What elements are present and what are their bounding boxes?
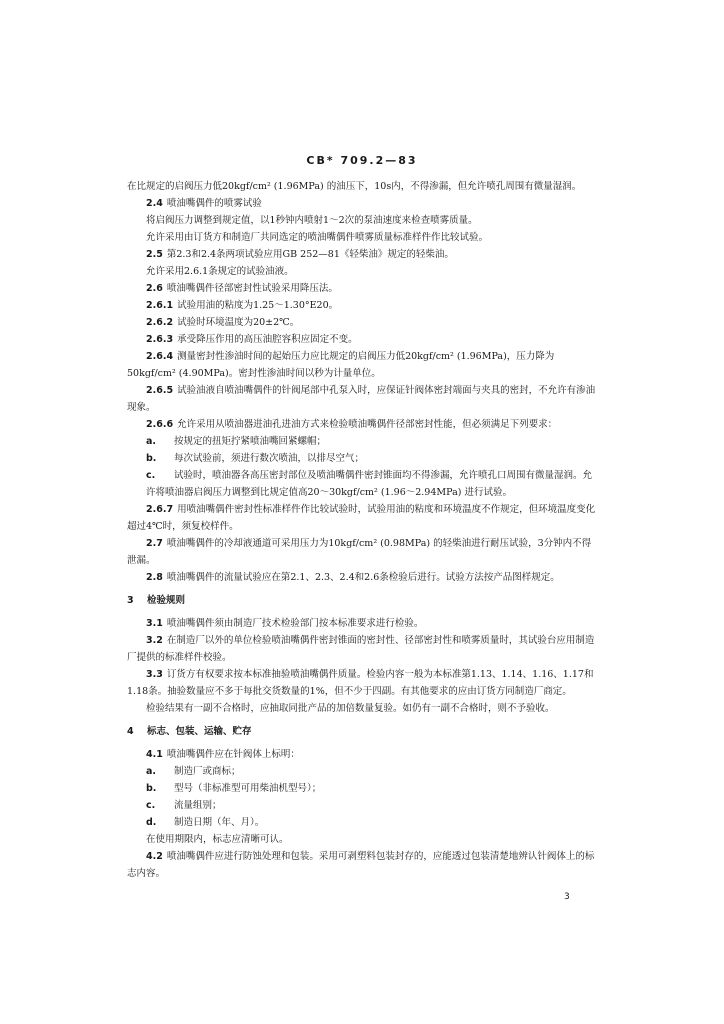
section-title: 检验规则 [147, 595, 186, 606]
clause-text: 测量密封性渗油时间的起始压力应比规定的启阀压力低20kgf/cm² (1.96MPa)，压力降为50kgf/cm² (4.90MPa)。密封性渗油时间以秒为计量单位。 [127, 351, 555, 379]
list-item [127, 763, 599, 780]
clause [127, 195, 599, 212]
paragraph [127, 229, 599, 246]
clause [127, 416, 599, 433]
clause-text: 喷油嘴偶件应在针阀体上标明： [166, 749, 300, 760]
clause [127, 280, 599, 297]
list-item [127, 467, 599, 501]
clause-text: 允许采用从喷油器进油孔进油方式来检验喷油嘴偶件径部密封性能，但必须满足下列要求： [177, 419, 558, 430]
clause [127, 746, 599, 763]
list-item-label: c. [146, 470, 156, 481]
list-item [127, 814, 599, 831]
list-item-label: a. [146, 436, 157, 447]
clause-text: 喷油嘴偶件的流量试验应在第2.1、2.3、2.4和2.6条检验后进行。试验方法按产品图样规定。 [166, 572, 560, 583]
clause-number: 2.6 [146, 283, 163, 294]
clause [127, 848, 599, 882]
clause [127, 501, 599, 535]
clause-number: 2.6.6 [146, 419, 174, 430]
paragraph [127, 831, 599, 848]
clause-text: 用喷油嘴偶件密封性标准样件作比较试验时，试验用油的粘度和环境温度不作规定，但环境温度变化超过4℃时，须复校样件。 [127, 504, 596, 532]
clause-text: 喷油嘴偶件应进行防蚀处理和包装。采用可剥塑料包装封存的，应能透过包装清楚地辨认针阀体上的标志内容。 [127, 851, 595, 879]
section-title: 标志、包装、运输、贮存 [147, 726, 252, 737]
paragraph-text: 将启阀压力调整到规定值，以1秒钟内喷射1～2次的泵油速度来检查喷雾质量。 [146, 215, 478, 226]
section-number: 4 [127, 726, 134, 737]
paragraph-text: 在比规定的启阀压力低20kgf/cm² (1.96MPa) 的油压下，10s内，不得渗漏，但允许喷孔周围有微量湿润。 [127, 181, 582, 192]
section-number: 3 [127, 595, 134, 606]
clause-number: 4.1 [146, 749, 163, 760]
list-item-label: d. [146, 817, 157, 828]
list-item-label: b. [146, 783, 157, 794]
clause-number: 2.6.3 [146, 334, 174, 345]
clause-number: 2.4 [146, 198, 163, 209]
paragraph [127, 178, 599, 195]
clause-text: 喷油嘴偶件的喷雾试验 [166, 198, 262, 209]
standard-header: CB* 709.2—83 [306, 154, 418, 167]
clause [127, 246, 599, 263]
clause-text: 喷油嘴偶件的冷却液通道可采用压力为10kgf/cm² (0.98MPa) 的轻柴油进行耐压试验，3分钟内不得泄漏。 [127, 538, 592, 566]
clause [127, 297, 599, 314]
clause [127, 632, 599, 666]
clause-text: 承受降压作用的高压油腔容积应固定不变。 [177, 334, 358, 345]
clause-number: 2.8 [146, 572, 163, 583]
clause-number: 3.1 [146, 618, 163, 629]
paragraph-text: 检验结果有一副不合格时，应抽取同批产品的加倍数量复验。如仍有一副不合格时，则不予验收。 [146, 703, 555, 714]
paragraph-text: 允许采用由订货方和制造厂共同选定的喷油嘴偶件喷雾质量标准样件作比较试验。 [146, 232, 489, 243]
clause-text: 试验时环境温度为20±2℃。 [177, 317, 300, 328]
clause-text: 试验用油的粘度为1.25～1.30°E20。 [177, 300, 339, 311]
clause [127, 382, 599, 416]
clause-number: 3.3 [146, 669, 163, 680]
paragraph [127, 263, 599, 280]
clause-number: 2.6.1 [146, 300, 174, 311]
clause-text: 订货方有权要求按本标准抽验喷油嘴偶件质量。检验内容一般为本标准第1.13、1.14、1.16、1.17和1.18条。抽验数量应不多于每批交货数量的1%，但不少于四副。有其他要求的应由订货方同制造厂商定。 [127, 669, 594, 697]
document-body [127, 178, 599, 882]
clause [127, 569, 599, 586]
clause-number: 2.6.7 [146, 504, 174, 515]
section-heading [127, 723, 599, 740]
clause [127, 666, 599, 700]
list-item-label: b. [146, 453, 157, 464]
clause-number: 2.7 [146, 538, 163, 549]
list-item-label: c. [146, 800, 156, 811]
clause-text: 第2.3和2.4条两项试验应用GB 252—81《轻柴油》规定的轻柴油。 [166, 249, 454, 260]
clause [127, 615, 599, 632]
list-item-text: 制造日期（年、月）。 [174, 817, 265, 828]
clause-number: 4.2 [146, 851, 163, 862]
paragraph [127, 700, 599, 717]
section-heading [127, 592, 599, 609]
list-item-text: 制造厂或商标； [174, 766, 241, 777]
list-item-text: 流量组别； [174, 800, 222, 811]
clause-number: 2.6.4 [146, 351, 174, 362]
paragraph-text: 允许采用2.6.1条规定的试验油液。 [146, 266, 294, 277]
clause-number: 2.5 [146, 249, 163, 260]
list-item-label: a. [146, 766, 157, 777]
list-item [127, 433, 599, 450]
clause-number: 3.2 [146, 635, 163, 646]
clause [127, 314, 599, 331]
list-item [127, 797, 599, 814]
list-item [127, 780, 599, 797]
list-item-text: 试验时，喷油器各高压密封部位及喷油嘴偶件密封锥面均不得渗漏，允许喷孔口周围有微量湿润。允许将喷油器启阀压力调整到比规定值高20～30kgf/cm² (1.96～2.94MPa) 进行试验。 [146, 470, 593, 498]
paragraph-text: 在使用期限内，标志应清晰可认。 [146, 834, 289, 845]
clause-text: 喷油嘴偶件径部密封性试验采用降压法。 [166, 283, 338, 294]
page-number: 3 [564, 892, 570, 902]
clause [127, 535, 599, 569]
list-item-text: 每次试验前，须进行数次喷油，以排尽空气； [174, 453, 365, 464]
clause-text: 试验油液自喷油嘴偶件的针阀尾部中孔泵入时，应保证针阀体密封端面与夹具的密封，不允许有渗油现象。 [127, 385, 596, 413]
clause-number: 2.6.5 [146, 385, 174, 396]
clause [127, 331, 599, 348]
list-item-text: 按规定的扭矩拧紧喷油嘴回紧螺帽； [174, 436, 327, 447]
list-item [127, 450, 599, 467]
clause [127, 348, 599, 382]
clause-text: 在制造厂以外的单位检验喷油嘴偶件密封锥面的密封性、径部密封性和喷雾质量时，其试验台应用制造厂提供的标准样件校验。 [127, 635, 595, 663]
list-item-text: 型号（非标准型可用柴油机型号）； [174, 783, 322, 794]
paragraph [127, 212, 599, 229]
clause-text: 喷油嘴偶件须由制造厂技术检验部门按本标准要求进行检验。 [166, 618, 424, 629]
clause-number: 2.6.2 [146, 317, 174, 328]
